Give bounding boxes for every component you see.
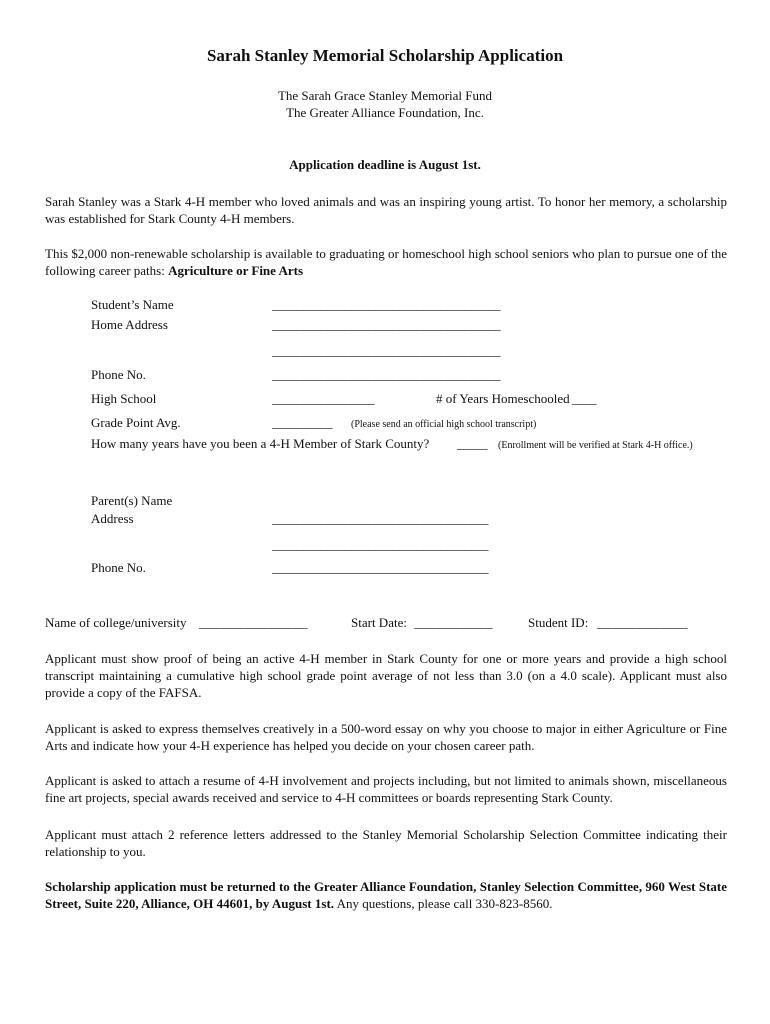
foundation-name: The Greater Alliance Foundation, Inc.: [286, 105, 484, 120]
student-phone-field[interactable]: ______________________________________: [272, 367, 500, 382]
high-school-field[interactable]: _________________: [272, 391, 374, 406]
parent-address-field-line2[interactable]: ____________________________________: [272, 537, 488, 552]
requirement-essay: Applicant is asked to express themselves creatively in a 500-word essay on why you choose to major in either Agriculture or Fine Arts and indicate how your 4-H experience has helped you decide on your chosen career path.: [45, 721, 727, 753]
student-name-label: Student’s Name: [91, 297, 174, 312]
college-field[interactable]: __________________: [199, 615, 307, 630]
requirement-references: Applicant must attach 2 reference letters addressed to the Stanley Memorial Scholarship Selection Committee indicating their relationship to you.: [45, 827, 727, 859]
student-id-field[interactable]: _______________: [597, 615, 687, 630]
intro-paragraph: Sarah Stanley was a Stark 4-H member who loved animals and was an inspiring young artist. To honor her memory, a scholarship was established for Stark County 4-H members.: [45, 194, 727, 226]
eligibility-paragraph: [45, 245, 727, 279]
gpa-label: Grade Point Avg.: [91, 415, 181, 430]
college-label: Name of college/university: [45, 615, 187, 630]
student-phone-label: Phone No.: [91, 367, 146, 382]
return-address: Scholarship application must be returned to the Greater Alliance Foundation, Stanley Selection Committee, 960 West State Street, Suite 220, Alliance, OH 44601, by August 1st.: [45, 879, 727, 911]
gpa-field[interactable]: __________: [272, 415, 332, 430]
requirement-resume: Applicant is asked to attach a resume of 4-H involvement and projects including, but not limited to animals shown, miscellaneous fine art projects, special awards received and service to 4-H committees or boards representing Stark County.: [45, 773, 727, 805]
eligibility-text: This $2,000 non-renewable scholarship is available to graduating or homeschool high school seniors who plan to pursue one of the following career paths:: [45, 246, 727, 278]
start-date-label: Start Date:: [351, 615, 407, 630]
homeschool-years-label: # of Years Homeschooled: [436, 391, 570, 406]
enrollment-note: (Enrollment will be verified at Stark 4-H office.): [498, 440, 693, 451]
parent-phone-label: Phone No.: [91, 560, 146, 575]
contact-phone: Any questions, please call 330-823-8560.: [334, 896, 553, 911]
career-paths: Agriculture or Fine Arts: [168, 263, 304, 278]
membership-years-label: How many years have you been a 4-H Member of Stark County?: [91, 436, 430, 451]
fund-name: The Sarah Grace Stanley Memorial Fund: [277, 88, 493, 103]
membership-years-field[interactable]: _____: [457, 436, 487, 451]
high-school-label: High School: [91, 391, 157, 406]
home-address-field[interactable]: ______________________________________: [272, 317, 500, 332]
homeschool-years-field[interactable]: ____: [572, 391, 596, 406]
home-address-label: Home Address: [91, 317, 168, 332]
requirement-membership: Applicant must show proof of being an active 4-H member in Stark County for one or more years and provide a high school transcript maintaining a cumulative high school grade point average of not less than 3.0 (on a 4.0 scale). Applicant must also provide a copy of the FAFSA.: [45, 651, 727, 700]
deadline-notice: Application deadline is August 1st.: [289, 157, 481, 172]
parent-phone-field[interactable]: ____________________________________: [272, 560, 488, 575]
home-address-field-line2[interactable]: ______________________________________: [272, 343, 500, 358]
page-title: Sarah Stanley Memorial Scholarship Application: [206, 46, 564, 65]
student-name-field[interactable]: ______________________________________: [272, 297, 500, 312]
student-id-label: Student ID:: [528, 615, 589, 630]
submission-instructions: [45, 878, 727, 912]
parent-address-field[interactable]: ____________________________________: [272, 511, 488, 526]
gpa-note: (Please send an official high school transcript): [351, 419, 537, 430]
start-date-field[interactable]: _____________: [414, 615, 492, 630]
parent-address-label: Address: [91, 511, 134, 526]
parent-name-label: Parent(s) Name: [91, 493, 173, 508]
